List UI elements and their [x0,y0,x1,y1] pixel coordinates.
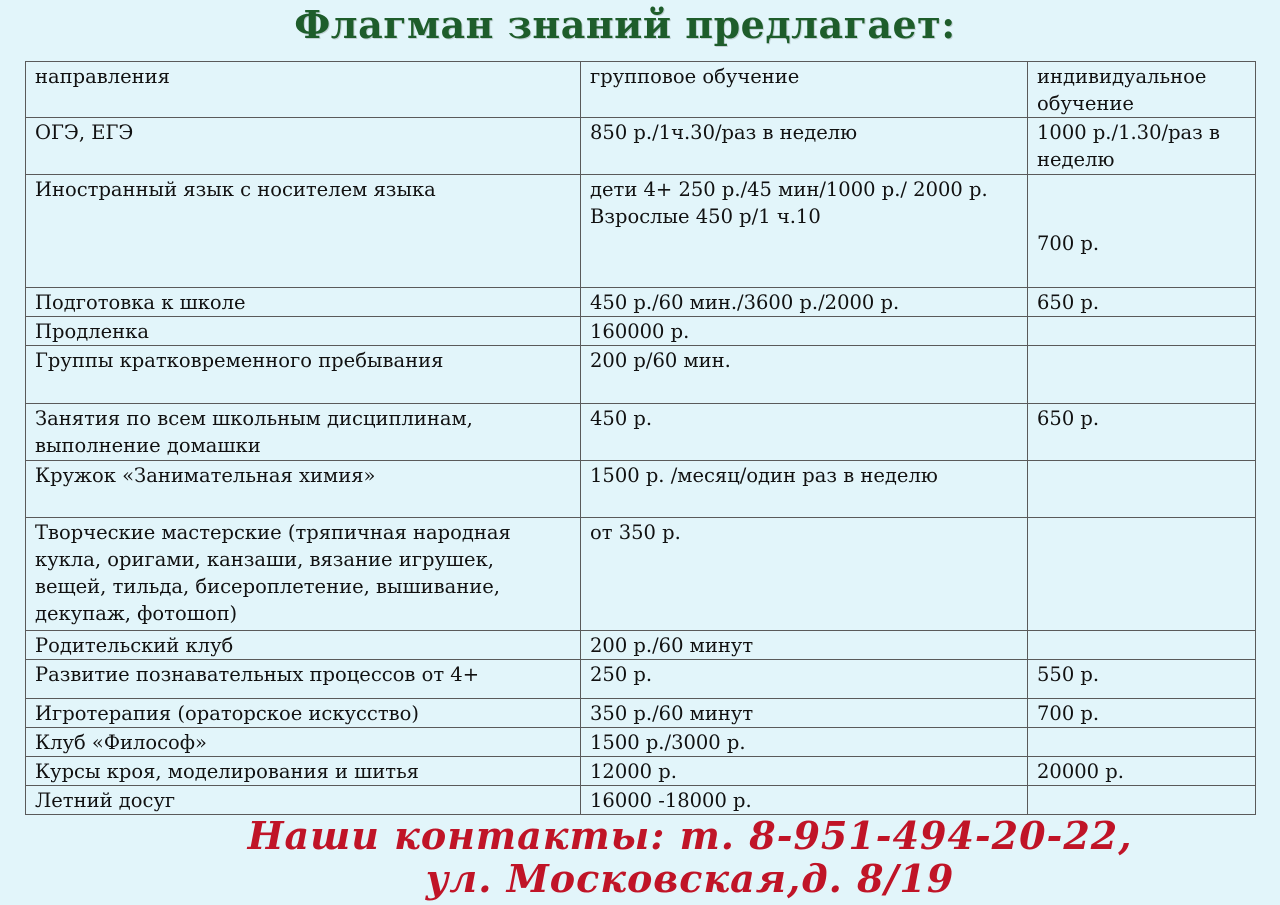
direction-cell: Творческие мастерские (тряпичная народная кукла, оригами, канзаши, вязание игрушек, вещей, тильда, бисероплетение, вышивание, декупаж, фотошоп) [26,518,581,631]
direction-cell: Кружок «Занимательная химия» [26,461,581,518]
column-header-group: групповое обучение [581,62,1028,118]
group-price-cell: 450 р. [581,404,1028,461]
column-header-directions: направления [26,62,581,118]
group-price-cell: 1500 р. /месяц/один раз в неделю [581,461,1028,518]
individual-price-cell [1028,175,1256,288]
table-row [26,786,1256,815]
group-price-cell: 1500 р./3000 р. [581,728,1028,757]
direction-cell: Иностранный язык с носителем языка [26,175,581,288]
table-row [26,118,1256,175]
direction-cell: Летний досуг [26,786,581,815]
group-price-cell: 350 р./60 минут [581,699,1028,728]
individual-price-cell [1028,728,1256,757]
group-price-cell: 12000 р. [581,757,1028,786]
individual-price-cell [1028,631,1256,660]
individual-price-cell: 650 р. [1028,288,1256,317]
group-price-cell: 200 р/60 мин. [581,346,1028,404]
direction-cell: Продленка [26,317,581,346]
direction-cell: Группы кратковременного пребывания [26,346,581,404]
group-price-cell: 200 р./60 минут [581,631,1028,660]
individual-price-cell: 550 р. [1028,660,1256,699]
individual-price-cell: 700 р. [1028,699,1256,728]
column-header-individual: индивидуальное обучение [1028,62,1256,118]
individual-price-cell: 20000 р. [1028,757,1256,786]
direction-cell: Курсы кроя, моделирования и шитья [26,757,581,786]
table-row [26,518,1256,631]
group-price-adults: Взрослые 450 р/1 ч.10 [590,205,821,228]
table-row [26,757,1256,786]
direction-cell: Игротерапия (ораторское искусство) [26,699,581,728]
individual-price-cell: 1000 р./1.30/раз в неделю [1028,118,1256,175]
group-price-cell [581,175,1028,288]
group-price-cell: 16000 -18000 р. [581,786,1028,815]
table-row [26,728,1256,757]
individual-price-cell [1028,518,1256,631]
direction-cell: Подготовка к школе [26,288,581,317]
page-title: Флагман знаний предлагает: [294,2,956,47]
direction-cell: Занятия по всем школьным дисциплинам, выполнение домашки [26,404,581,461]
table-row [26,175,1256,288]
group-price-cell: 850 р./1ч.30/раз в неделю [581,118,1028,175]
group-price-cell: от 350 р. [581,518,1028,631]
table-row [26,461,1256,518]
contacts-block [150,814,1230,900]
individual-price-cell [1028,346,1256,404]
contacts-address: ул. Московская,д. 8/19 [425,856,955,901]
individual-price-cell: 650 р. [1028,404,1256,461]
table-row [26,631,1256,660]
individual-price-cell [1028,786,1256,815]
table-row [26,288,1256,317]
group-price-cell: 450 р./60 мин./3600 р./2000 р. [581,288,1028,317]
table-row [26,404,1256,461]
table-row [26,699,1256,728]
contacts-phone: Наши контакты: т. 8-951-494-20-22, [247,813,1133,858]
direction-cell: ОГЭ, ЕГЭ [26,118,581,175]
direction-cell: Клуб «Философ» [26,728,581,757]
direction-cell: Родительский клуб [26,631,581,660]
table-row [26,660,1256,699]
individual-price-cell [1028,317,1256,346]
direction-cell: Развитие познавательных процессов от 4+ [26,660,581,699]
individual-price-cell [1028,461,1256,518]
price-table [25,61,1256,815]
individual-price-adults: 700 р. [1037,232,1100,255]
group-price-children: дети 4+ 250 р./45 мин/1000 р./ 2000 р. [590,178,988,201]
individual-price-children [1037,176,1246,203]
group-price-cell: 250 р. [581,660,1028,699]
table-header-row [26,62,1256,118]
group-price-cell: 160000 р. [581,317,1028,346]
table-row [26,346,1256,404]
cell-spacer [1037,203,1246,230]
table-row [26,317,1256,346]
